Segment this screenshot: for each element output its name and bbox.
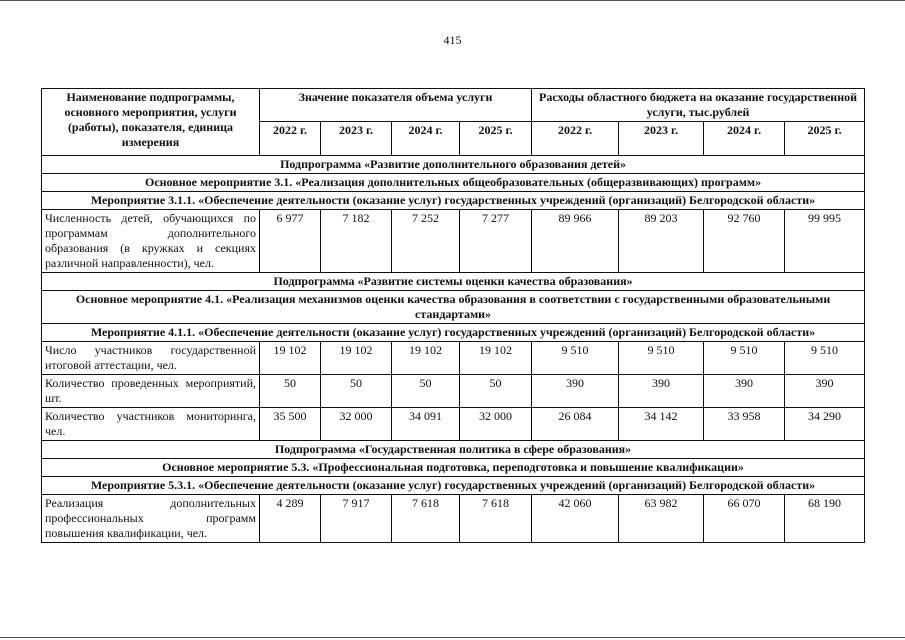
expense-value: 390 bbox=[532, 375, 619, 408]
volume-value: 19 102 bbox=[260, 342, 321, 375]
volume-value: 50 bbox=[260, 375, 321, 408]
header-expense-group: Расходы областного бюджета на оказание государственной услуги, тыс.рублей bbox=[532, 89, 865, 122]
volume-value: 7 252 bbox=[392, 210, 460, 273]
expense-value: 34 142 bbox=[619, 408, 704, 441]
section-row bbox=[42, 291, 865, 324]
year-header: 2025 г. bbox=[460, 122, 532, 156]
expense-value: 33 958 bbox=[704, 408, 785, 441]
section-row bbox=[42, 273, 865, 291]
year-header: 2024 г. bbox=[704, 122, 785, 156]
expense-value: 66 070 bbox=[704, 495, 785, 543]
year-header: 2023 г. bbox=[321, 122, 392, 156]
year-header: 2025 г. bbox=[785, 122, 865, 156]
scan-edge-top bbox=[0, 0, 905, 1]
expense-value: 89 966 bbox=[532, 210, 619, 273]
volume-value: 4 289 bbox=[260, 495, 321, 543]
volume-value: 50 bbox=[321, 375, 392, 408]
expense-value: 26 084 bbox=[532, 408, 619, 441]
indicator-name: Количество проведенных мероприятий, шт. bbox=[42, 375, 260, 408]
indicator-name: Численность детей, обучающихся по программам дополнительного образования (в кружках и секциях различной направленности), чел. bbox=[42, 210, 260, 273]
expense-value: 92 760 bbox=[704, 210, 785, 273]
table-row bbox=[42, 495, 865, 543]
indicator-name: Количество участников мониторинга, чел. bbox=[42, 408, 260, 441]
year-header: 2024 г. bbox=[392, 122, 460, 156]
volume-value: 7 182 bbox=[321, 210, 392, 273]
expense-value: 9 510 bbox=[704, 342, 785, 375]
header-volume-group: Значение показателя объема услуги bbox=[260, 89, 532, 122]
expense-value: 68 190 bbox=[785, 495, 865, 543]
expense-value: 99 995 bbox=[785, 210, 865, 273]
section-title: Основное мероприятие 5.3. «Профессиональная подготовка, переподготовка и повышение квалификации» bbox=[42, 459, 865, 477]
header-name-column: Наименование подпрограммы, основного мероприятия, услуги (работы), показателя, единица измерения bbox=[42, 89, 260, 156]
section-row bbox=[42, 174, 865, 192]
volume-value: 50 bbox=[460, 375, 532, 408]
section-row bbox=[42, 459, 865, 477]
year-header: 2022 г. bbox=[260, 122, 321, 156]
section-title: Подпрограмма «Развитие дополнительного образования детей» bbox=[42, 156, 865, 174]
section-row bbox=[42, 441, 865, 459]
volume-value: 19 102 bbox=[392, 342, 460, 375]
year-header: 2023 г. bbox=[619, 122, 704, 156]
volume-value: 32 000 bbox=[460, 408, 532, 441]
expense-value: 390 bbox=[704, 375, 785, 408]
year-header: 2022 г. bbox=[532, 122, 619, 156]
section-title: Мероприятие 3.1.1. «Обеспечение деятельности (оказание услуг) государственных учреждений (организаций) Белгородской области» bbox=[42, 192, 865, 210]
volume-value: 7 277 bbox=[460, 210, 532, 273]
scan-edge-bottom bbox=[0, 637, 905, 638]
indicator-name: Реализация дополнительных профессиональных программ повышения квалификации, чел. bbox=[42, 495, 260, 543]
expense-value: 42 060 bbox=[532, 495, 619, 543]
expense-value: 89 203 bbox=[619, 210, 704, 273]
page-number: 415 bbox=[443, 33, 462, 47]
table-row bbox=[42, 342, 865, 375]
expense-value: 9 510 bbox=[785, 342, 865, 375]
volume-value: 50 bbox=[392, 375, 460, 408]
section-title: Подпрограмма «Государственная политика в сфере образования» bbox=[42, 441, 865, 459]
expense-value: 390 bbox=[785, 375, 865, 408]
section-title: Мероприятие 4.1.1. «Обеспечение деятельности (оказание услуг) государственных учреждений (организаций) Белгородской области» bbox=[42, 324, 865, 342]
section-row bbox=[42, 477, 865, 495]
section-title: Основное мероприятие 4.1. «Реализация механизмов оценки качества образования в соответствии с государственными образовательными стандартами» bbox=[42, 291, 865, 324]
volume-value: 7 618 bbox=[460, 495, 532, 543]
expense-value: 34 290 bbox=[785, 408, 865, 441]
table-body bbox=[42, 89, 865, 543]
expense-value: 9 510 bbox=[619, 342, 704, 375]
table-row bbox=[42, 408, 865, 441]
section-title: Мероприятие 5.3.1. «Обеспечение деятельности (оказание услуг) государственных учреждений (организаций) Белгородской области» bbox=[42, 477, 865, 495]
volume-value: 19 102 bbox=[321, 342, 392, 375]
budget-table bbox=[41, 88, 865, 543]
indicator-name: Число участников государственной итоговой аттестации, чел. bbox=[42, 342, 260, 375]
volume-value: 35 500 bbox=[260, 408, 321, 441]
section-row bbox=[42, 156, 865, 174]
section-title: Подпрограмма «Развитие системы оценки качества образования» bbox=[42, 273, 865, 291]
table-row bbox=[42, 210, 865, 273]
volume-value: 7 618 bbox=[392, 495, 460, 543]
expense-value: 63 982 bbox=[619, 495, 704, 543]
table-row bbox=[42, 375, 865, 408]
section-title: Основное мероприятие 3.1. «Реализация дополнительных общеобразовательных (общеразвивающих) программ» bbox=[42, 174, 865, 192]
volume-value: 7 917 bbox=[321, 495, 392, 543]
header-row-1 bbox=[42, 89, 865, 122]
section-row bbox=[42, 192, 865, 210]
section-row bbox=[42, 324, 865, 342]
expense-value: 390 bbox=[619, 375, 704, 408]
volume-value: 6 977 bbox=[260, 210, 321, 273]
volume-value: 19 102 bbox=[460, 342, 532, 375]
expense-value: 9 510 bbox=[532, 342, 619, 375]
volume-value: 32 000 bbox=[321, 408, 392, 441]
volume-value: 34 091 bbox=[392, 408, 460, 441]
